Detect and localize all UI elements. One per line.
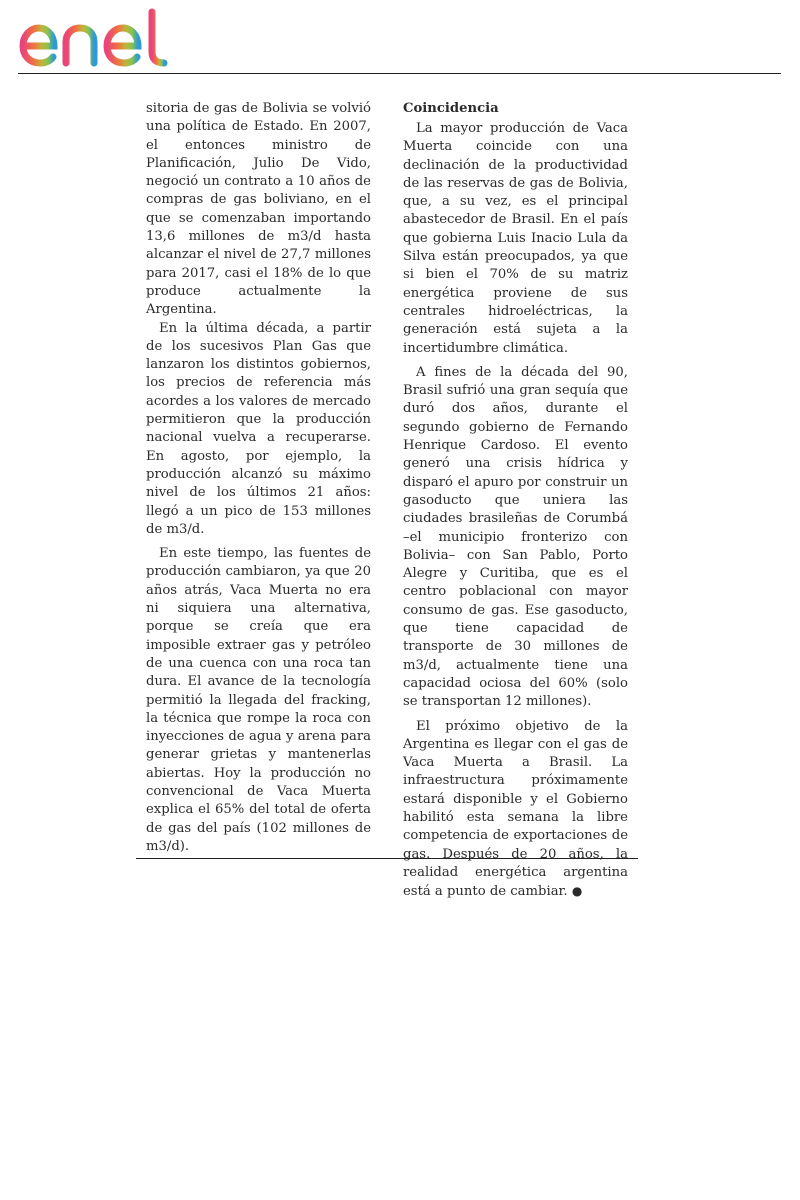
- footer-divider: [136, 858, 638, 859]
- article-column-left: [146, 100, 371, 856]
- header-divider: [18, 73, 781, 74]
- end-mark: ●: [571, 884, 583, 899]
- enel-logo: [18, 6, 182, 68]
- paragraph-text: El próximo objetivo de la Argentina es llegar con el gas de Vaca Muerta a Brasil. La infraestructura próximamente estará disponible y el Gobierno habilitó esta semana la libre competencia de exportaciones de gas. Después de 20 años, la realidad energética argentina está a punto de cambiar.: [403, 718, 628, 900]
- paragraph: La mayor producción de Vaca Muerta coincide con una declinación de la productividad de las reservas de gas de Bolivia, que, a su vez, es el principal abastecedor de Brasil. En el país que gobierna Luis Inacio Lula da Silva están preocupados, ya que si bien el 70% de su matriz energética proviene de sus centrales hidroeléctricas, la generación está sujeta a la incertidumbre climática.: [403, 121, 628, 356]
- paragraph: A fines de la década del 90, Brasil sufrió una gran sequía que duró dos años, durante el segundo gobierno de Fernando Henrique Cardoso. El evento generó una crisis hídrica y disparó el apuro por construir un gasoducto que uniera las ciudades brasileñas de Corumbá –el municipio fronterizo con Bolivia– con San Pablo, Porto Alegre y Curitiba, que es el centro poblacional con mayor consumo de gas. Ese gasoducto, que tiene capacidad de transporte de 30 millones de m3/d, actualmente tiene una capacidad ociosa del 60% (solo se transportan 12 millones).: [403, 364, 628, 710]
- section-heading: Coincidencia: [403, 101, 499, 116]
- paragraph-last: [403, 718, 628, 902]
- paragraph: En este tiempo, las fuentes de producción cambiaron, ya que 20 años atrás, Vaca Muerta no era ni siquiera una alternativa, porque se creía que era imposible extraer gas y petróleo de una cuenca con una roca tan dura. El avance de la tecnología permitió la llegada del fracking, la técnica que rompe la roca con inyecciones de agua y arena para generar grietas y mantenerlas abiertas. Hoy la producción no convencional de Vaca Muerta explica el 65% del total de oferta de gas del país (102 millones de m3/d).: [146, 546, 371, 854]
- enel-logo-graphic: [18, 6, 182, 68]
- article-column-right: [403, 100, 628, 901]
- paragraph: En la última década, a partir de los sucesivos Plan Gas que lanzaron los distintos gobiernos, los precios de referencia más acordes a los valores de mercado permitieron que la producción nacional vuelva a recuperarse. En agosto, por ejemplo, la producción alcanzó su máximo nivel de los últimos 21 años: llegó a un pico de 153 millones de m3/d.: [146, 320, 371, 537]
- paragraph: sitoria de gas de Bolivia se volvió una política de Estado. En 2007, el entonces ministro de Planificación, Julio De Vido, negoció un contrato a 10 años de compras de gas boliviano, en el que se comenzaban importando 13,6 millones de m3/d hasta alcanzar el nivel de 27,7 millones para 2017, casi el 18% de lo que produce actualmente la Argentina.: [146, 101, 371, 318]
